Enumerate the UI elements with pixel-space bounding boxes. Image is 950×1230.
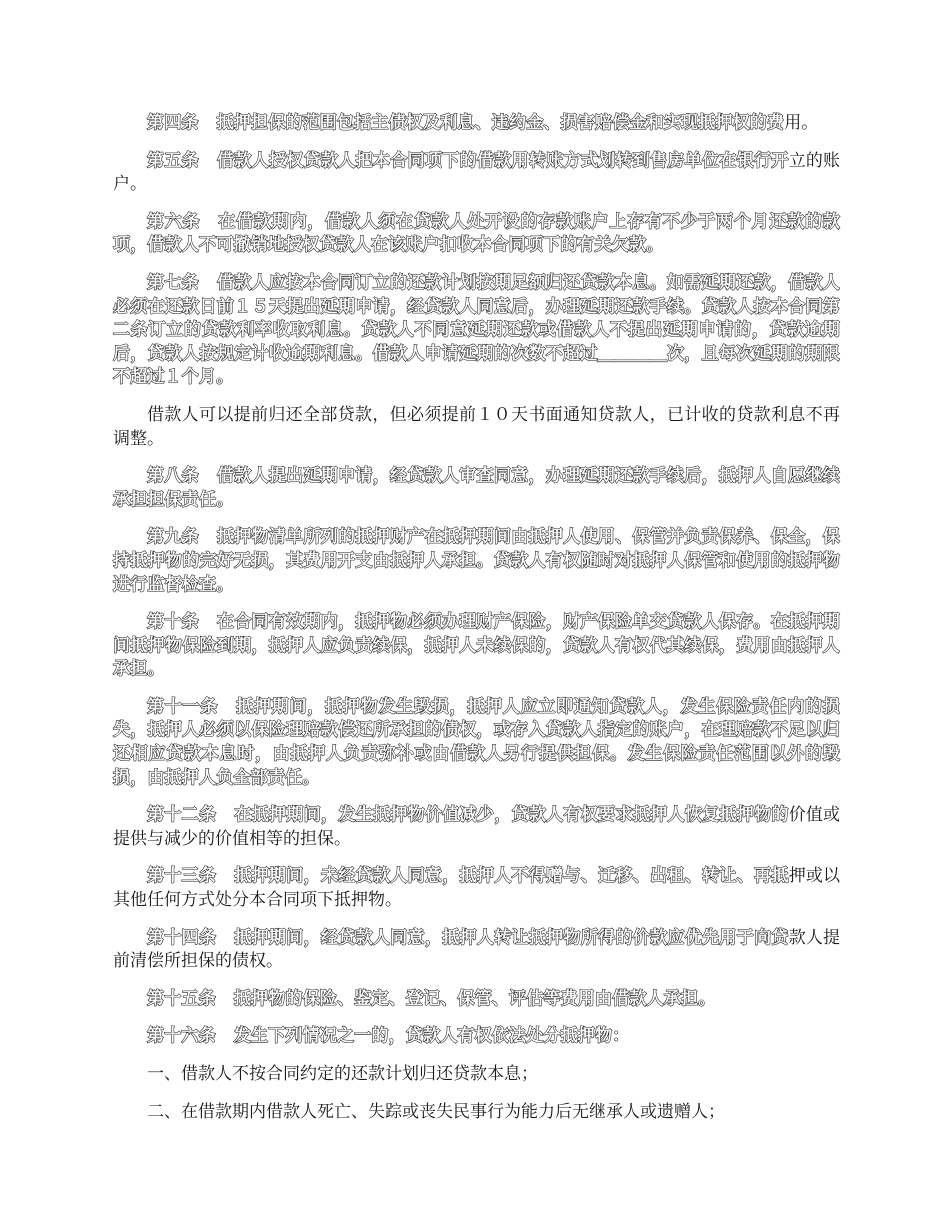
article-text: 在抵押期间，发生抵押物价值减少，贷款人有权要求抵押人恢复抵押物的: [234, 805, 789, 826]
list-item-text: 一、借款人不按合同约定的还款计划归还贷款本息；: [147, 1064, 538, 1084]
article-text: 抵押期间，抵押物发生毁损，抵押人应立即通知贷款人，发生保险责任内的损失，抵押人必须以保险理赔款偿还所承担的债权，或存入贷款人指定的账户，在理赔款不足以归还相应贷款本息时，由抵押人负责弥补或由借款人另行提供担保。发生保险责任范围以外的毁损，由抵押人负全部责任。: [113, 696, 840, 788]
article-number: 第十二条: [147, 805, 217, 826]
article-15: [113, 988, 840, 1012]
article-7-prepayment: [113, 404, 840, 451]
article-text-plain: 押或以其他任何方式处分本合同项下抵押物。: [113, 866, 841, 911]
list-item-text: 二、在借款期内借款人死亡、失踪或丧失民事行为能力后无继承人或遗赠人；: [147, 1101, 725, 1122]
article-text: 抵押期间，经贷款人同意，抵押人转让抵押物所得的价款应优先用于向贷: [234, 927, 789, 948]
article-11: [113, 696, 840, 790]
list-item: [113, 1063, 840, 1087]
article-text-plain: 用。: [784, 113, 819, 133]
article-number: 第十条: [147, 612, 199, 633]
article-number: 第五条: [147, 150, 199, 171]
article-number: 第十三条: [147, 866, 217, 887]
article-text-plain: 款人提前清偿所担保的债权。: [113, 927, 841, 972]
article-number: 第十一条: [147, 696, 219, 717]
article-text: 借款人应按本合同订立的还款计划按期足额归还贷款本息。如需延期还款，借款人必须在还款日前１５天提出延期申请，经贷款人同意后，办理延期还款手续。贷款人按本合同第二条订立的贷款利率收取利息。贷款人不同意延期还款或借款人不提出延期申请的，贷款逾期后，贷款人按规定计收逾期利息。借款人申请延期的次数不超过＿＿＿＿次，且每次延期的期限不超过１个月。: [113, 272, 840, 388]
article-text-plain: 立的账户。: [113, 150, 841, 195]
article-text: 发生下列情况之一的，贷款人有权依法处分抵押物：: [233, 1026, 630, 1047]
article-13: [113, 865, 840, 912]
article-4: [113, 112, 840, 136]
article-number: 第七条: [147, 272, 199, 293]
article-8: [113, 465, 840, 512]
article-text: 借款人提出延期申请，经贷款人审查同意，办理延期还款手续后，抵押人自愿继续承担担保责任。: [113, 466, 840, 510]
article-5: [113, 150, 840, 197]
article-number: 第六条: [147, 211, 201, 232]
article-text: 在合同有效期内，抵押物必须办理财产保险，财产保险单交贷款人保存。在抵押期间抵押物保险到期，抵押人应负责续保，抵押人未续保的，贷款人有权代其续保，费用由抵押人承担。: [113, 612, 840, 680]
article-6: [113, 211, 840, 258]
article-text: 抵押物清单所列的抵押财产在抵押期间由抵押人使用、保管并负责保养、保全，保持抵押物的完好无损，其费用开支由抵押人承担。贷款人有权随时对抵押人保管和使用的抵押物进行监督检查。: [113, 527, 840, 595]
article-number: 第八条: [147, 466, 199, 487]
list-item: [113, 1101, 840, 1125]
article-9: [113, 526, 840, 597]
article-text: 抵押物的保险、鉴定、登记、保管、评估等费用由借款人承担。: [233, 988, 716, 1009]
article-text: 借款人授权贷款人把本合同项下的借款用转账方式划转到售房单位在银行开: [216, 150, 789, 171]
article-number: 第十六条: [147, 1026, 216, 1047]
article-text: 抵押担保的范围包括主债权及利息、违约金、损害赔偿金和实现抵押权的费: [216, 113, 785, 133]
article-number: 第十五条: [147, 988, 216, 1009]
article-12: [113, 804, 840, 851]
article-10: [113, 611, 840, 682]
article-number: 第四条: [147, 113, 199, 133]
article-text-plain: 价值或提供与减少的价值相等的担保。: [113, 805, 841, 849]
article-16: [113, 1025, 840, 1049]
article-text: 抵押期间，未经贷款人同意，抵押人不得赠与、迁移、出租、转让、再抵: [234, 866, 789, 887]
article-7: [113, 272, 840, 390]
article-number: 第十四条: [147, 927, 217, 948]
paragraph-text: 借款人可以提前归还全部贷款，但必须提前１０天书面通知贷款人，已计收的贷款利息不再调整。: [113, 404, 840, 449]
article-14: [113, 927, 840, 974]
article-text: 在借款期内，借款人须在贷款人处开设的存款账户上存有不少于两个月还款的款项，借款人不可撤销地授权贷款人在该账户扣收本合同项下的有关欠款。: [113, 211, 840, 256]
document-page: [113, 112, 840, 1138]
article-number: 第九条: [147, 527, 199, 548]
